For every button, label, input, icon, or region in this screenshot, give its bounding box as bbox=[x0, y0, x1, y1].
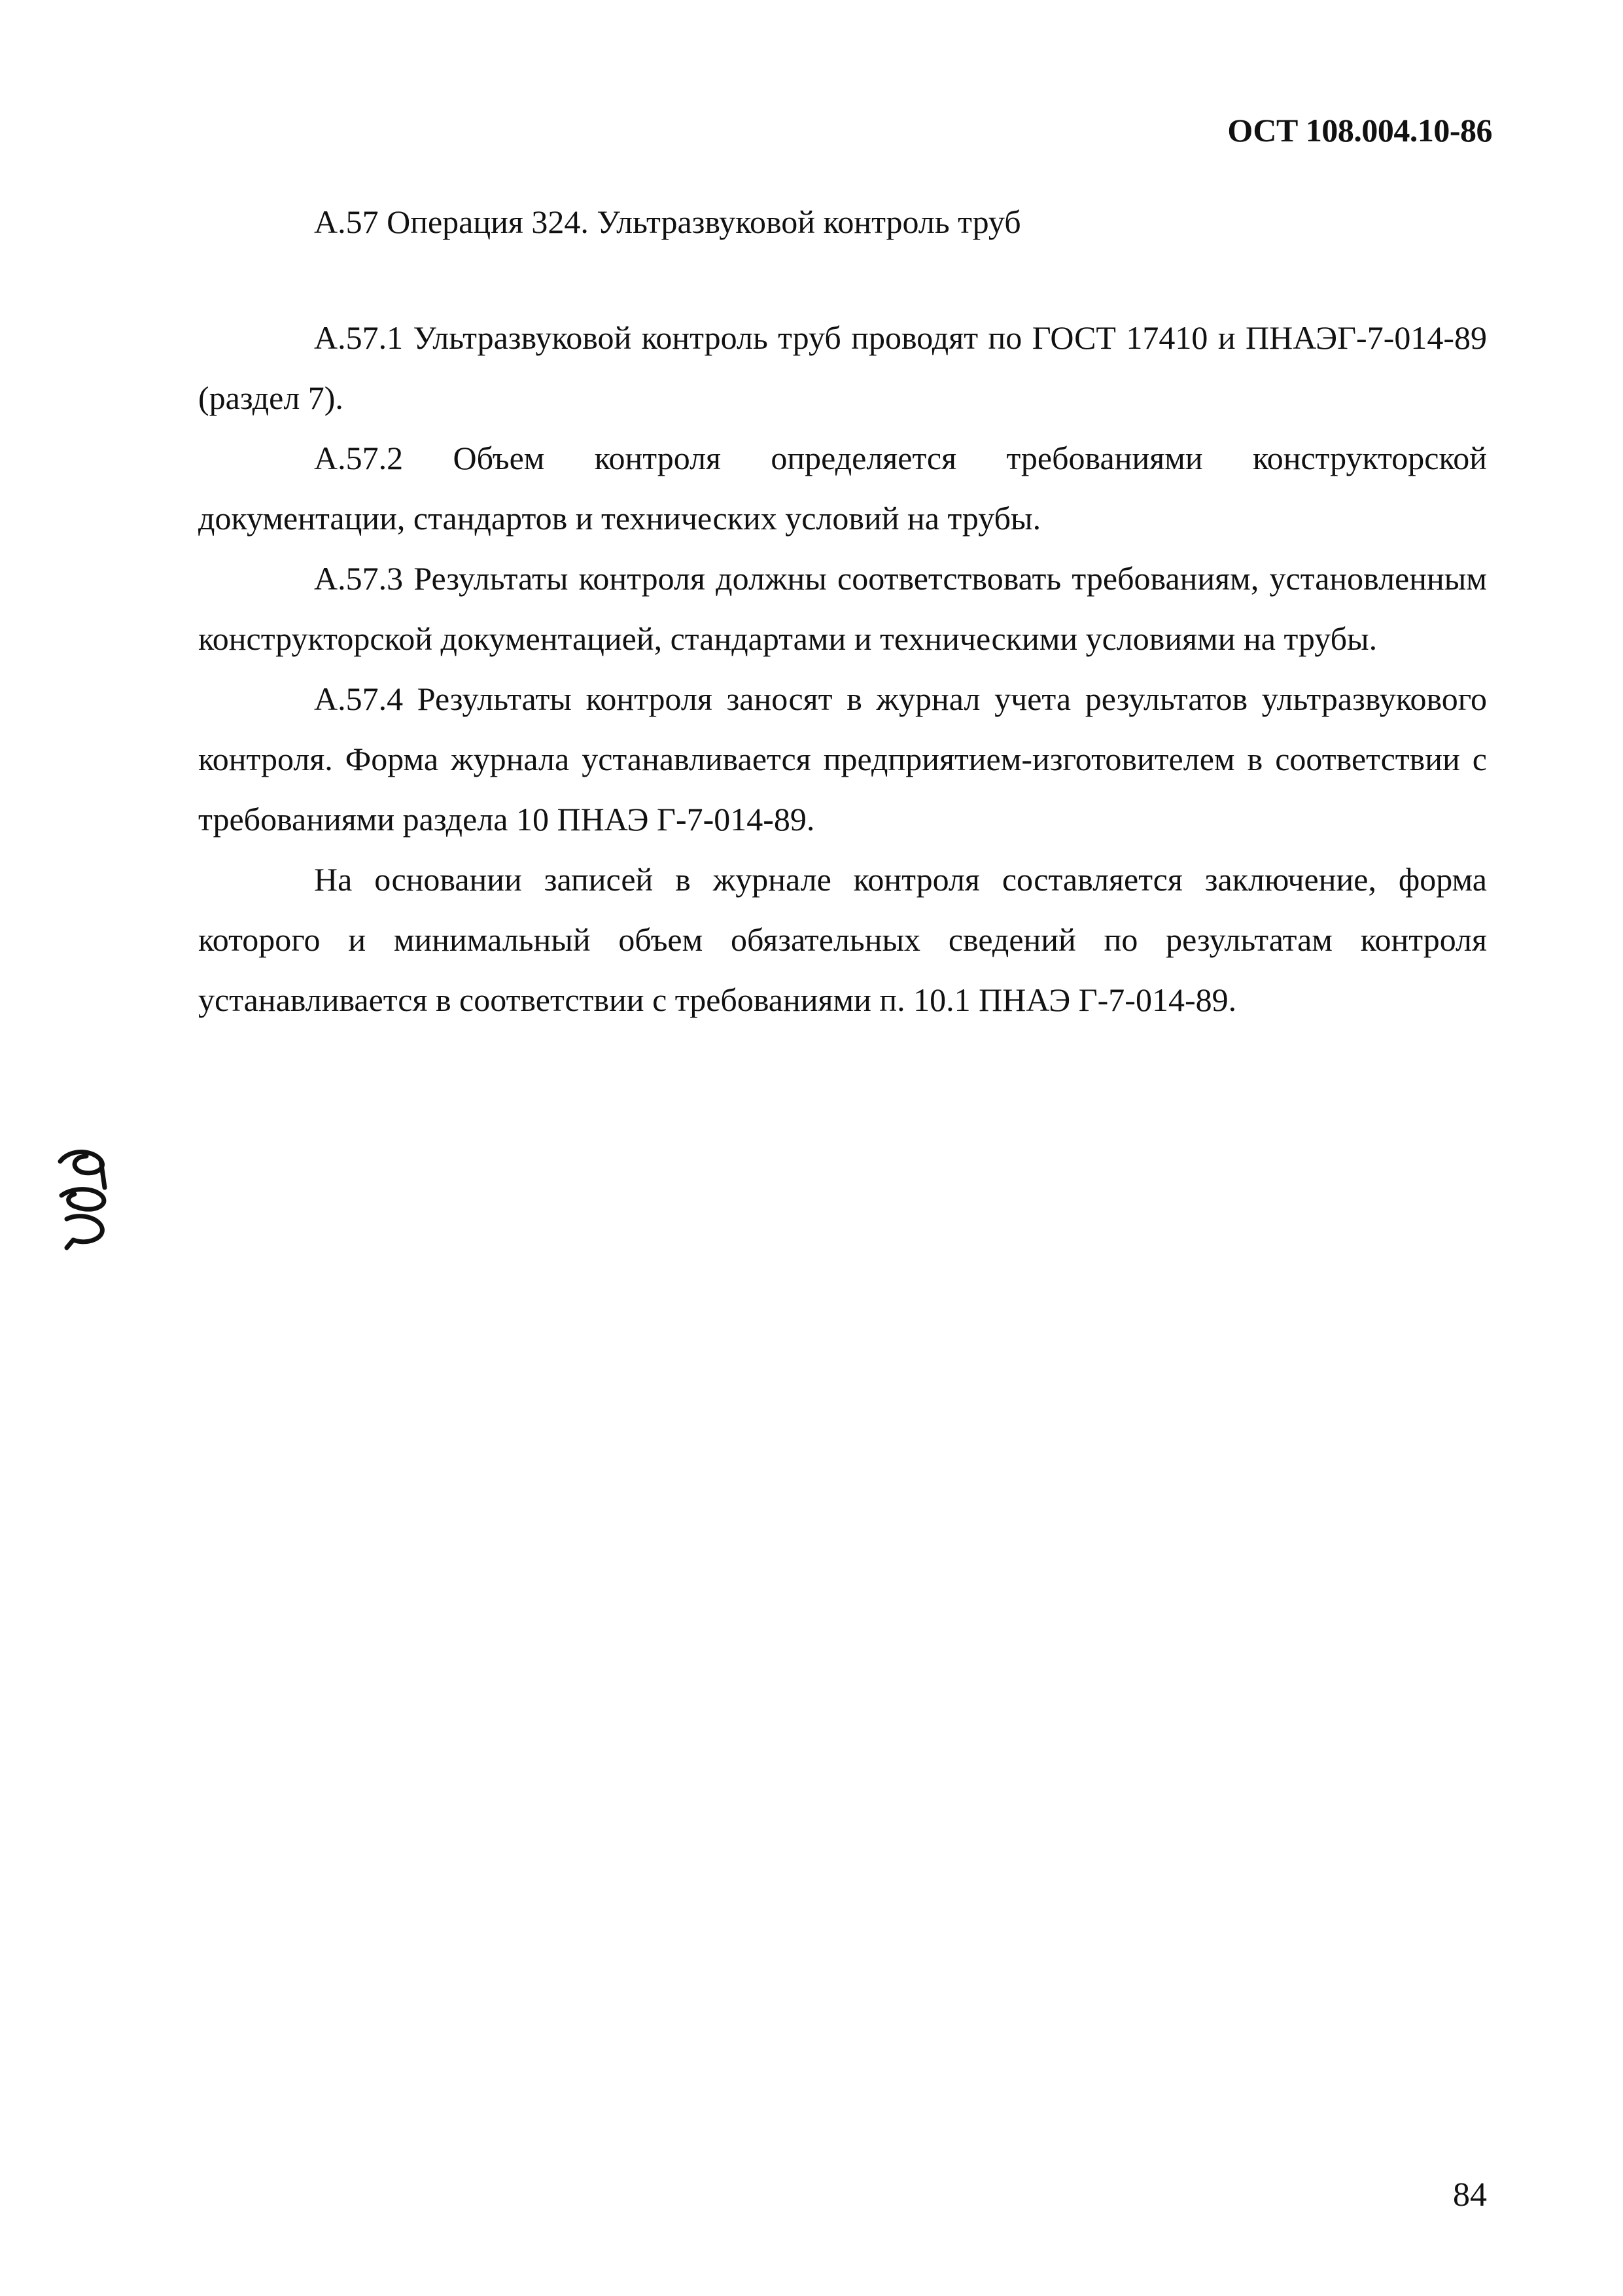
paragraph-conclusion: На основании записей в журнале контроля составляется заключение, форма которого и минимальный объем обязательных сведений по результатам контроля устанавливается в соответствии с требованиями п. 10.1 ПНАЭ Г-7-014-89. bbox=[198, 861, 1487, 1018]
section-title: А.57 Операция 324. Ультразвуковой контроль труб bbox=[314, 203, 1021, 240]
body-text bbox=[198, 308, 1487, 1030]
document-code: ОСТ 108.004.10-86 bbox=[1227, 112, 1492, 149]
paragraph-a57-4: А.57.4 Результаты контроля заносят в журнал учета результатов ультразвукового контроля. Форма журнала устанавливается предприятием-изготовителем в соответствии с требованиями раздела 10 ПНАЭ Г-7-014-89. bbox=[198, 680, 1487, 838]
paragraph-a57-2: А.57.2 Объем контроля определяется требованиями конструкторской документации, стандартов и технических условий на трубы. bbox=[198, 440, 1487, 537]
paragraph-a57-1: А.57.1 Ультразвуковой контроль труб проводят по ГОСТ 17410 и ПНАЭГ-7-014-89 (раздел 7). bbox=[198, 319, 1487, 416]
paragraph-a57-3: А.57.3 Результаты контроля должны соответствовать требованиям, установленным конструкторской документацией, стандартами и техническими условиями на трубы. bbox=[198, 560, 1487, 657]
handwritten-mark-icon bbox=[47, 1142, 119, 1253]
page-number: 84 bbox=[1453, 2176, 1487, 2214]
